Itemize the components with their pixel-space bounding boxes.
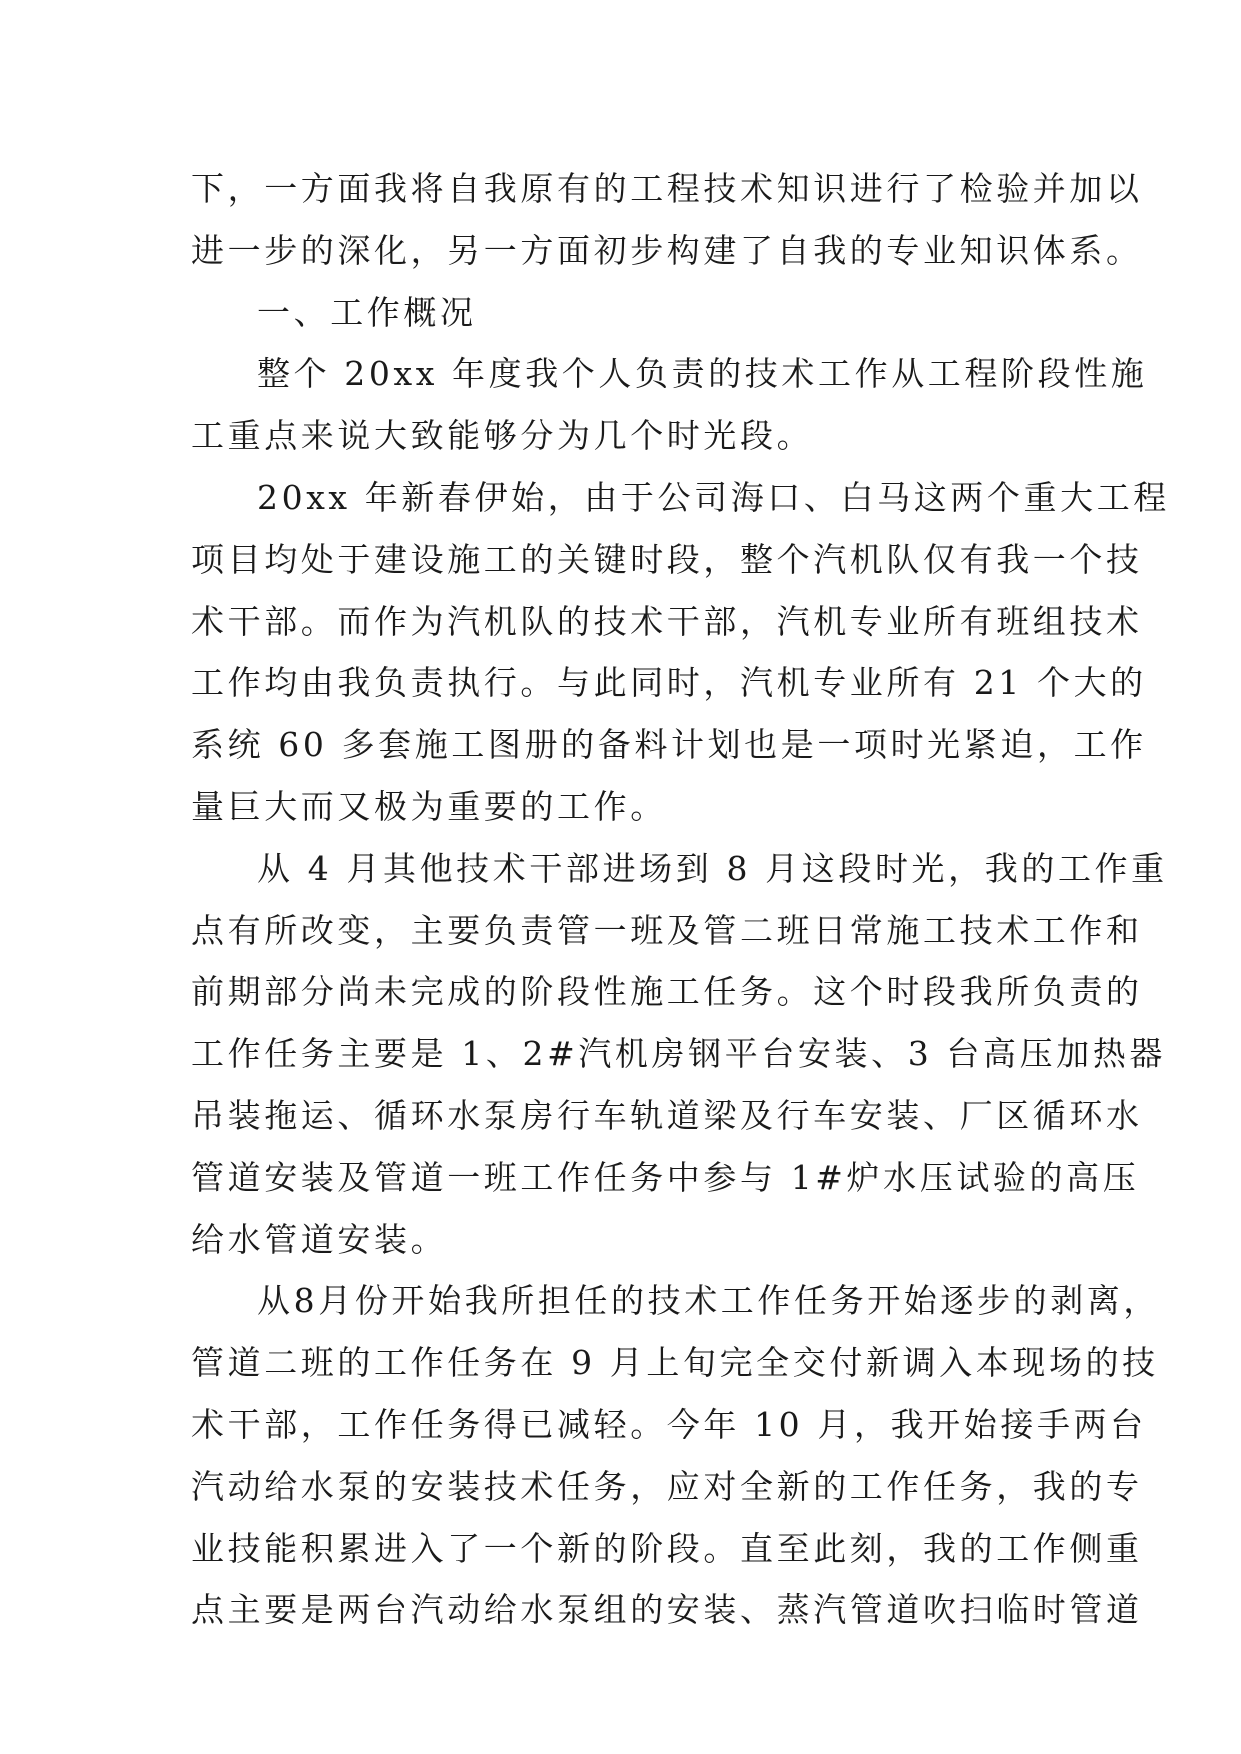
- text-line-23: 业技能积累进入了一个新的阶段。直至此刻，我的工作侧重: [191, 1528, 1143, 1568]
- text-line-5: 工重点来说大致能够分为几个时光段。: [191, 416, 814, 456]
- text-line-20: 管道二班的工作任务在 9 月上旬完全交付新调入本现场的技: [191, 1343, 1159, 1383]
- section-heading: 一、工作概况: [257, 292, 477, 332]
- text-line-12: 从 4 月其他技术干部进场到 8 月这段时光，我的工作重: [257, 848, 1168, 888]
- body-text: [191, 158, 1170, 1641]
- text-line-6: 20xx 年新春伊始，由于公司海口、白马这两个重大工程: [257, 477, 1170, 517]
- text-line-22: 汽动给水泵的安装技术任务，应对全新的工作任务，我的专: [191, 1466, 1143, 1506]
- text-line-11: 量巨大而又极为重要的工作。: [191, 786, 667, 826]
- text-line-4: 整个 20xx 年度我个人负责的技术工作从工程阶段性施: [257, 354, 1148, 394]
- text-line-2: 进一步的深化，另一方面初步构建了自我的专业知识体系。: [191, 230, 1143, 270]
- text-line-15: 工作任务主要是 1、2#汽机房钢平台安装、3 台高压加热器: [191, 1034, 1167, 1074]
- text-line-18: 给水管道安装。: [191, 1219, 448, 1259]
- text-line-17: 管道安装及管道一班工作任务中参与 1#炉水压试验的高压: [191, 1157, 1140, 1197]
- text-line-19: 从8月份开始我所担任的技术工作任务开始逐步的剥离，: [257, 1281, 1160, 1321]
- text-line-10: 系统 60 多套施工图册的备料计划也是一项时光紧迫，工作: [191, 725, 1147, 765]
- text-line-14: 前期部分尚未完成的阶段性施工任务。这个时段我所负责的: [191, 972, 1143, 1012]
- text-line-16: 吊装拖运、循环水泵房行车轨道梁及行车安装、厂区循环水: [191, 1095, 1143, 1135]
- text-line-13: 点有所改变，主要负责管一班及管二班日常施工技术工作和: [191, 910, 1143, 950]
- text-line-21: 术干部，工作任务得已减轻。今年 10 月，我开始接手两台: [191, 1404, 1147, 1444]
- text-line-1: 下，一方面我将自我原有的工程技术知识进行了检验并加以: [191, 169, 1143, 208]
- text-line-9: 工作均由我负责执行。与此同时，汽机专业所有 21 个大的: [191, 663, 1147, 703]
- text-line-24: 点主要是两台汽动给水泵组的安装、蒸汽管道吹扫临时管道: [191, 1590, 1143, 1630]
- text-line-7: 项目均处于建设施工的关键时段，整个汽机队仅有我一个技: [191, 539, 1143, 579]
- text-line-8: 术干部。而作为汽机队的技术干部，汽机专业所有班组技术: [191, 601, 1143, 641]
